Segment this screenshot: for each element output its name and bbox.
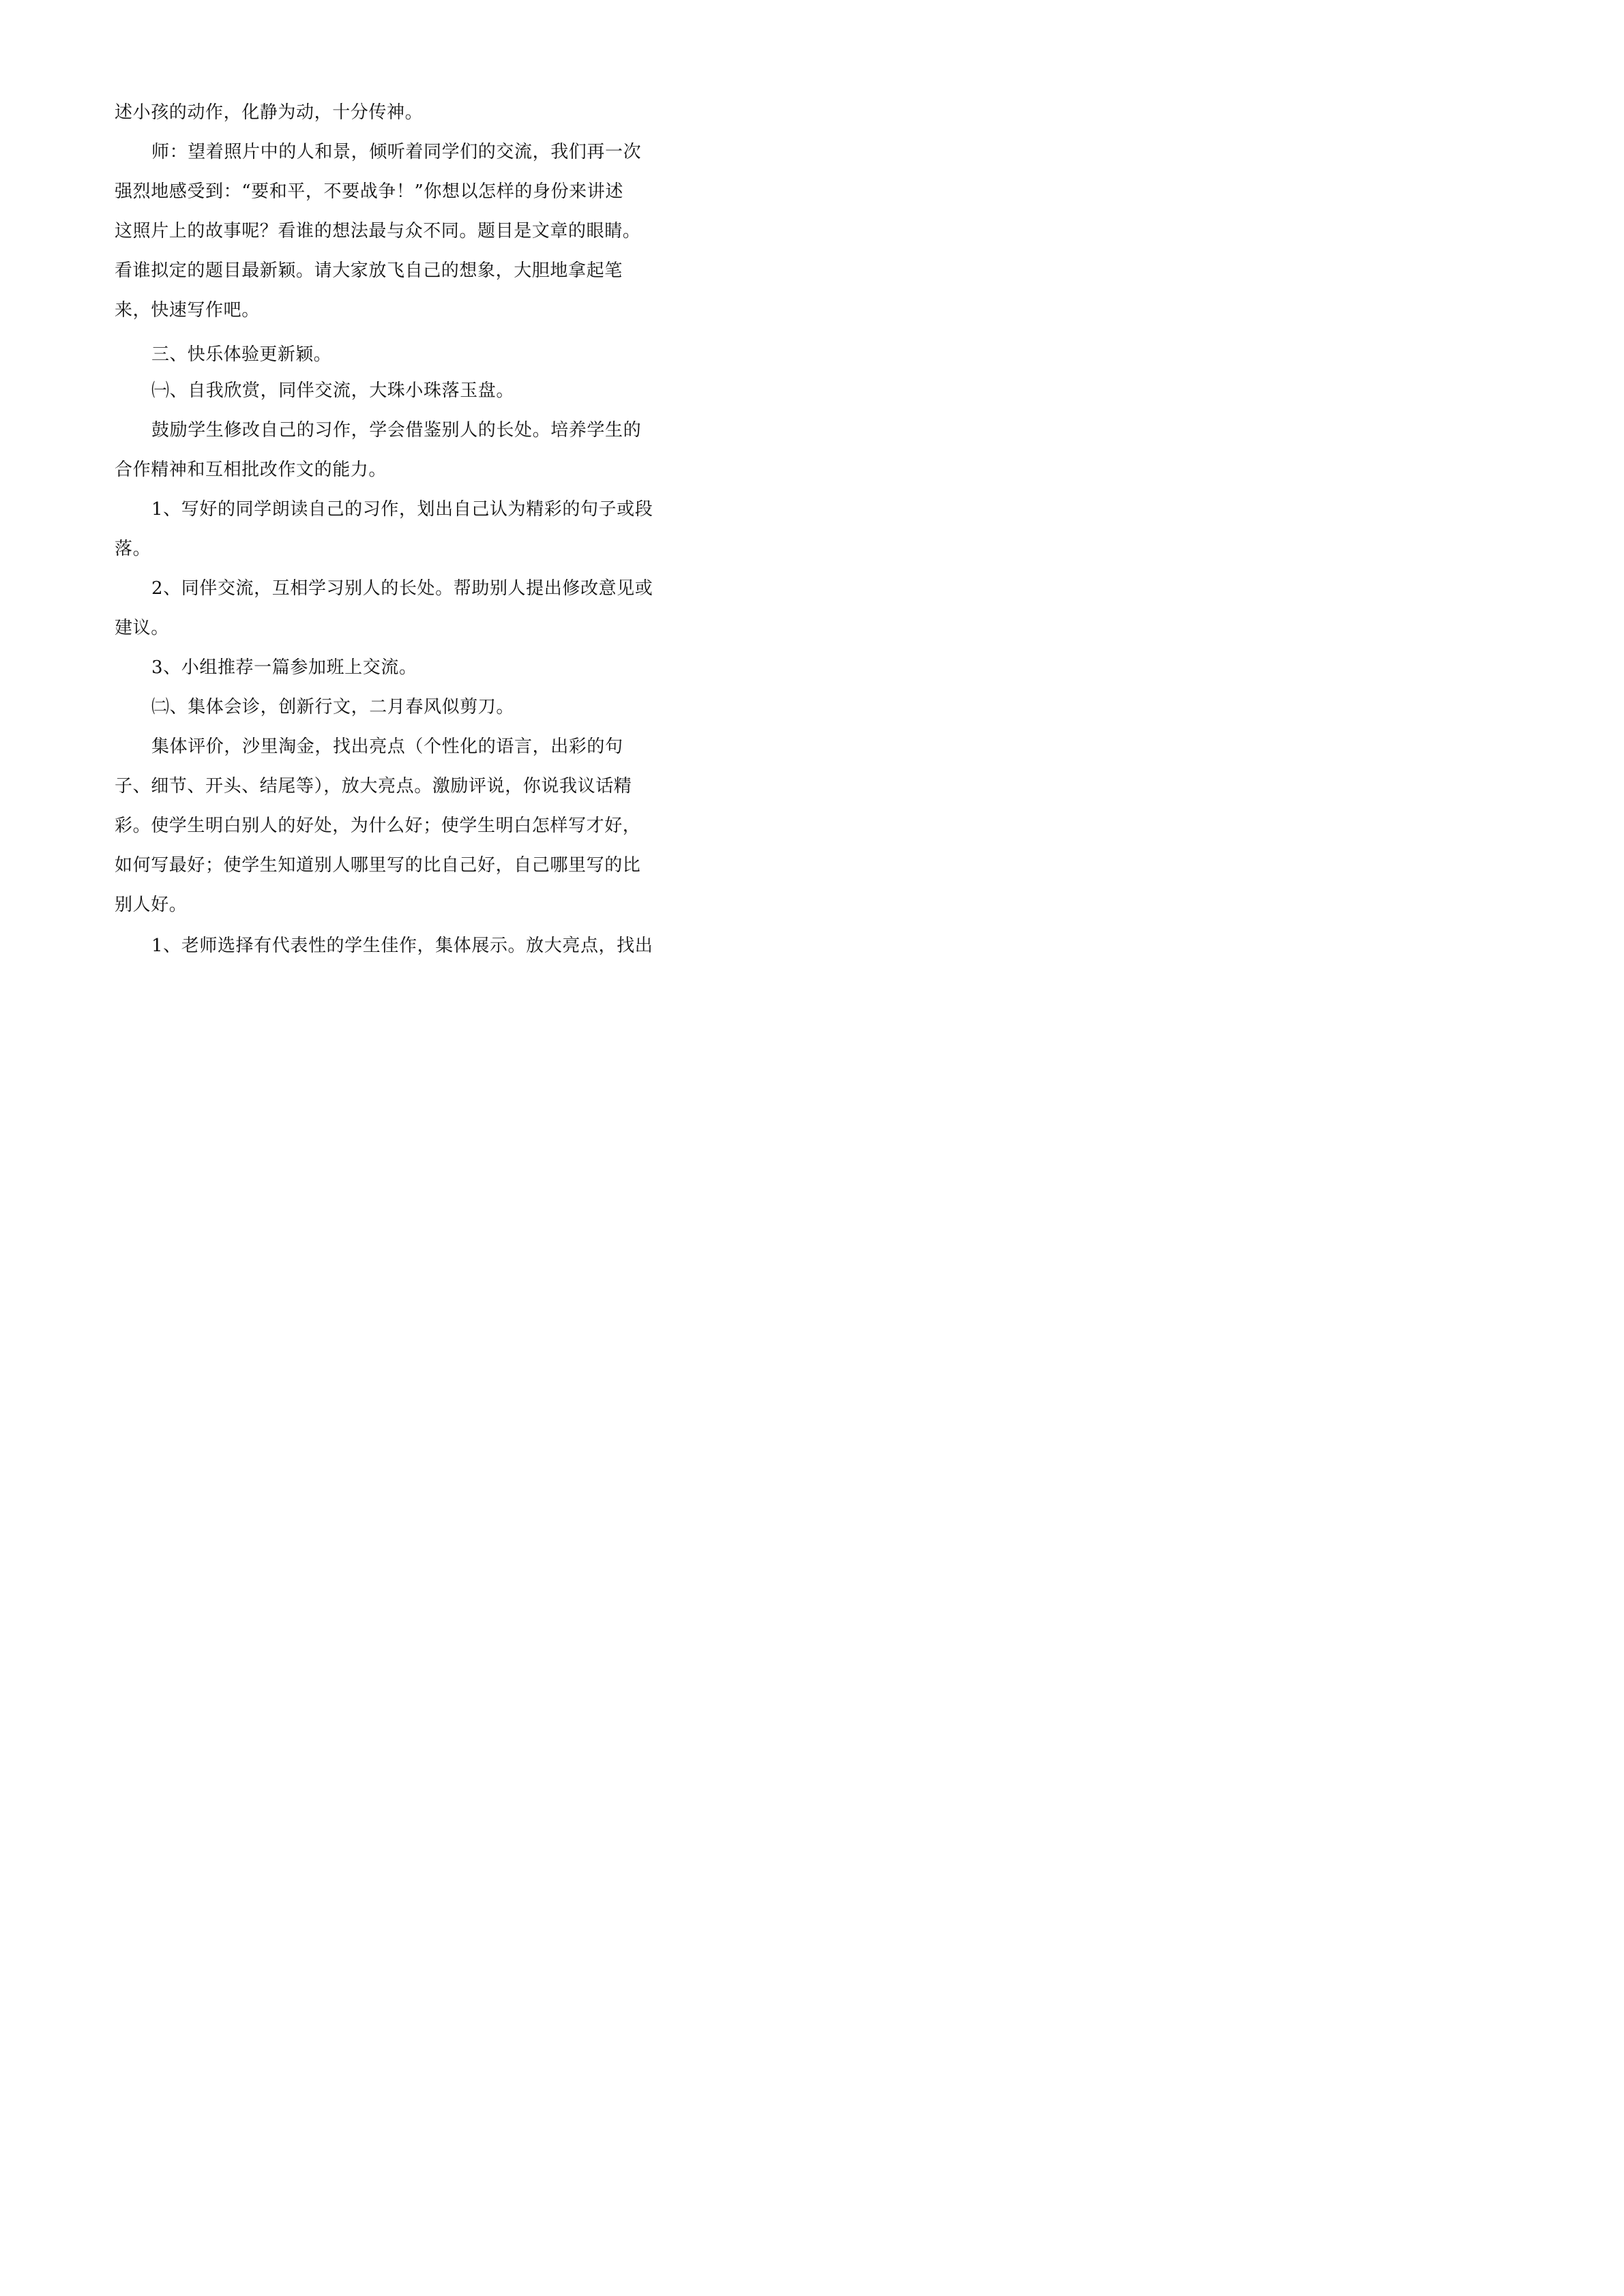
text-line: 来，快速写作吧。 xyxy=(115,300,260,320)
section-heading: 三、快乐体验更新颖。 xyxy=(151,344,332,365)
list-item: 1、写好的同学朗读自己的习作，划出自己认为精彩的句子或段 xyxy=(151,499,653,520)
text-line: 看谁拟定的题目最新颖。请大家放飞自己的想象，大胆地拿起笔 xyxy=(115,260,623,281)
text-line: 建议。 xyxy=(115,618,169,638)
list-item: 3、小组推荐一篇参加班上交流。 xyxy=(151,657,417,678)
text-line: 集体评价，沙里淘金，找出亮点（个性化的语言，出彩的句 xyxy=(151,736,623,757)
text-line: 如何写最好；使学生知道别人哪里写的比自己好，自己哪里写的比 xyxy=(115,855,641,876)
text-line: 子、细节、开头、结尾等），放大亮点。激励评说，你说我议话精 xyxy=(115,776,632,796)
text-line: 这照片上的故事呢？看谁的想法最与众不同。题目是文章的眼睛。 xyxy=(115,221,641,241)
document-page xyxy=(0,0,752,1064)
text-line: 彩。使学生明白别人的好处，为什么好；使学生明白怎样写才好， xyxy=(115,816,641,836)
list-item: 2、同伴交流，互相学习别人的长处。帮助别人提出修改意见或 xyxy=(151,578,653,599)
subsection-heading: ㈡、集体会诊，创新行文，二月春风似剪刀。 xyxy=(151,697,515,717)
text-line: 强烈地感受到：“要和平，不要战争！”你想以怎样的身份来讲述 xyxy=(115,181,623,202)
text-line: 师：望着照片中的人和景，倾听着同学们的交流，我们再一次 xyxy=(151,142,642,162)
text-line: 别人好。 xyxy=(115,895,188,915)
list-item: 1、老师选择有代表性的学生佳作，集体展示。放大亮点，找出 xyxy=(151,936,653,956)
text-line: 落。 xyxy=(115,539,151,559)
subsection-heading: ㈠、自我欣赏，同伴交流，大珠小珠落玉盘。 xyxy=(151,381,515,401)
text-line: 合作精神和互相批改作文的能力。 xyxy=(115,460,387,480)
text-line: 鼓励学生修改自己的习作，学会借鉴别人的长处。培养学生的 xyxy=(151,420,642,441)
text-line: 述小孩的动作，化静为动，十分传神。 xyxy=(115,102,424,123)
